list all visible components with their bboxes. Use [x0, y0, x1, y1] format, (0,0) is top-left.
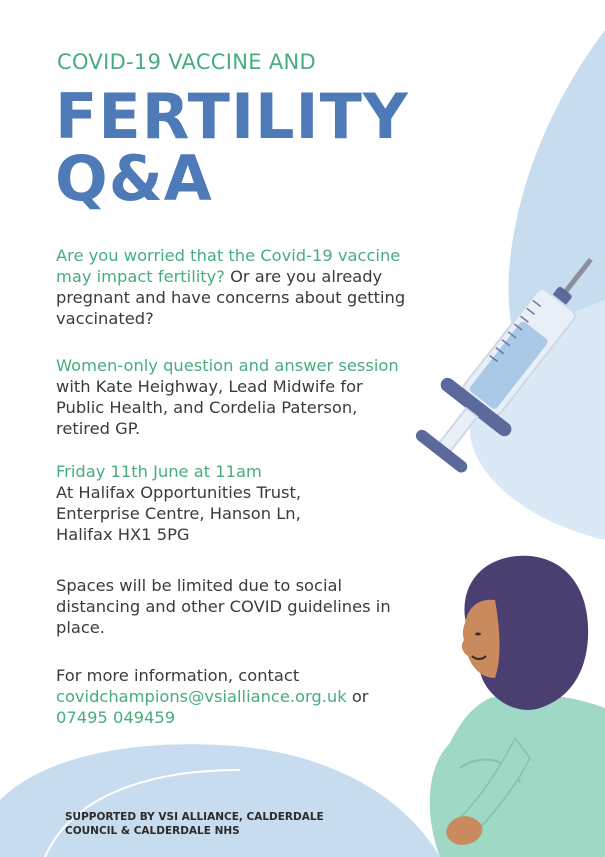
syringe-illustration [410, 240, 600, 500]
event-details [56, 461, 376, 545]
bottom-blob [0, 744, 440, 857]
intro-paragraph [56, 245, 406, 329]
contact-email-link[interactable]: covidchampions@vsialliance.org.uk [56, 687, 347, 706]
session-text: with Kate Heighway, Lead Midwife for Public Health, and Cordelia Paterson, retired GP. [56, 377, 363, 438]
session-highlight: Women-only question and answer session [56, 356, 399, 375]
footer-line-1: SUPPORTED BY VSI ALLIANCE, CALDERDALE [65, 811, 324, 823]
notice-paragraph: Spaces will be limited due to social distancing and other COVID guidelines in place. [56, 576, 391, 637]
pregnant-woman-illustration [420, 548, 605, 857]
event-venue-line-1: At Halifax Opportunities Trust, [56, 483, 302, 502]
contact-lead: For more information, contact [56, 666, 300, 685]
contact-phone-link[interactable]: 07495 049459 [56, 708, 176, 727]
event-venue-line-3: Halifax HX1 5PG [56, 525, 190, 544]
event-date: Friday 11th June at 11am [56, 462, 262, 481]
eye [475, 633, 481, 636]
intro-highlight: Are you worried that the Covid-19 vaccine may impact fertility? [56, 246, 401, 286]
main-title [55, 80, 409, 215]
title-line-1: FERTILITY [55, 80, 409, 153]
event-venue-line-2: Enterprise Centre, Hanson Ln, [56, 504, 301, 523]
title-line-2: Q&A [55, 142, 213, 215]
contact-block [56, 665, 416, 728]
kicker-title: COVID-19 VACCINE AND [57, 50, 316, 74]
supporters-footer [65, 810, 324, 838]
contact-or: or [346, 687, 369, 706]
intro-text: Or are you already pregnant and have concerns about getting vaccinated? [56, 267, 406, 328]
footer-line-2: COUNCIL & CALDERDALE NHS [65, 825, 240, 837]
syringe-needle [561, 258, 593, 297]
session-paragraph [56, 355, 401, 439]
